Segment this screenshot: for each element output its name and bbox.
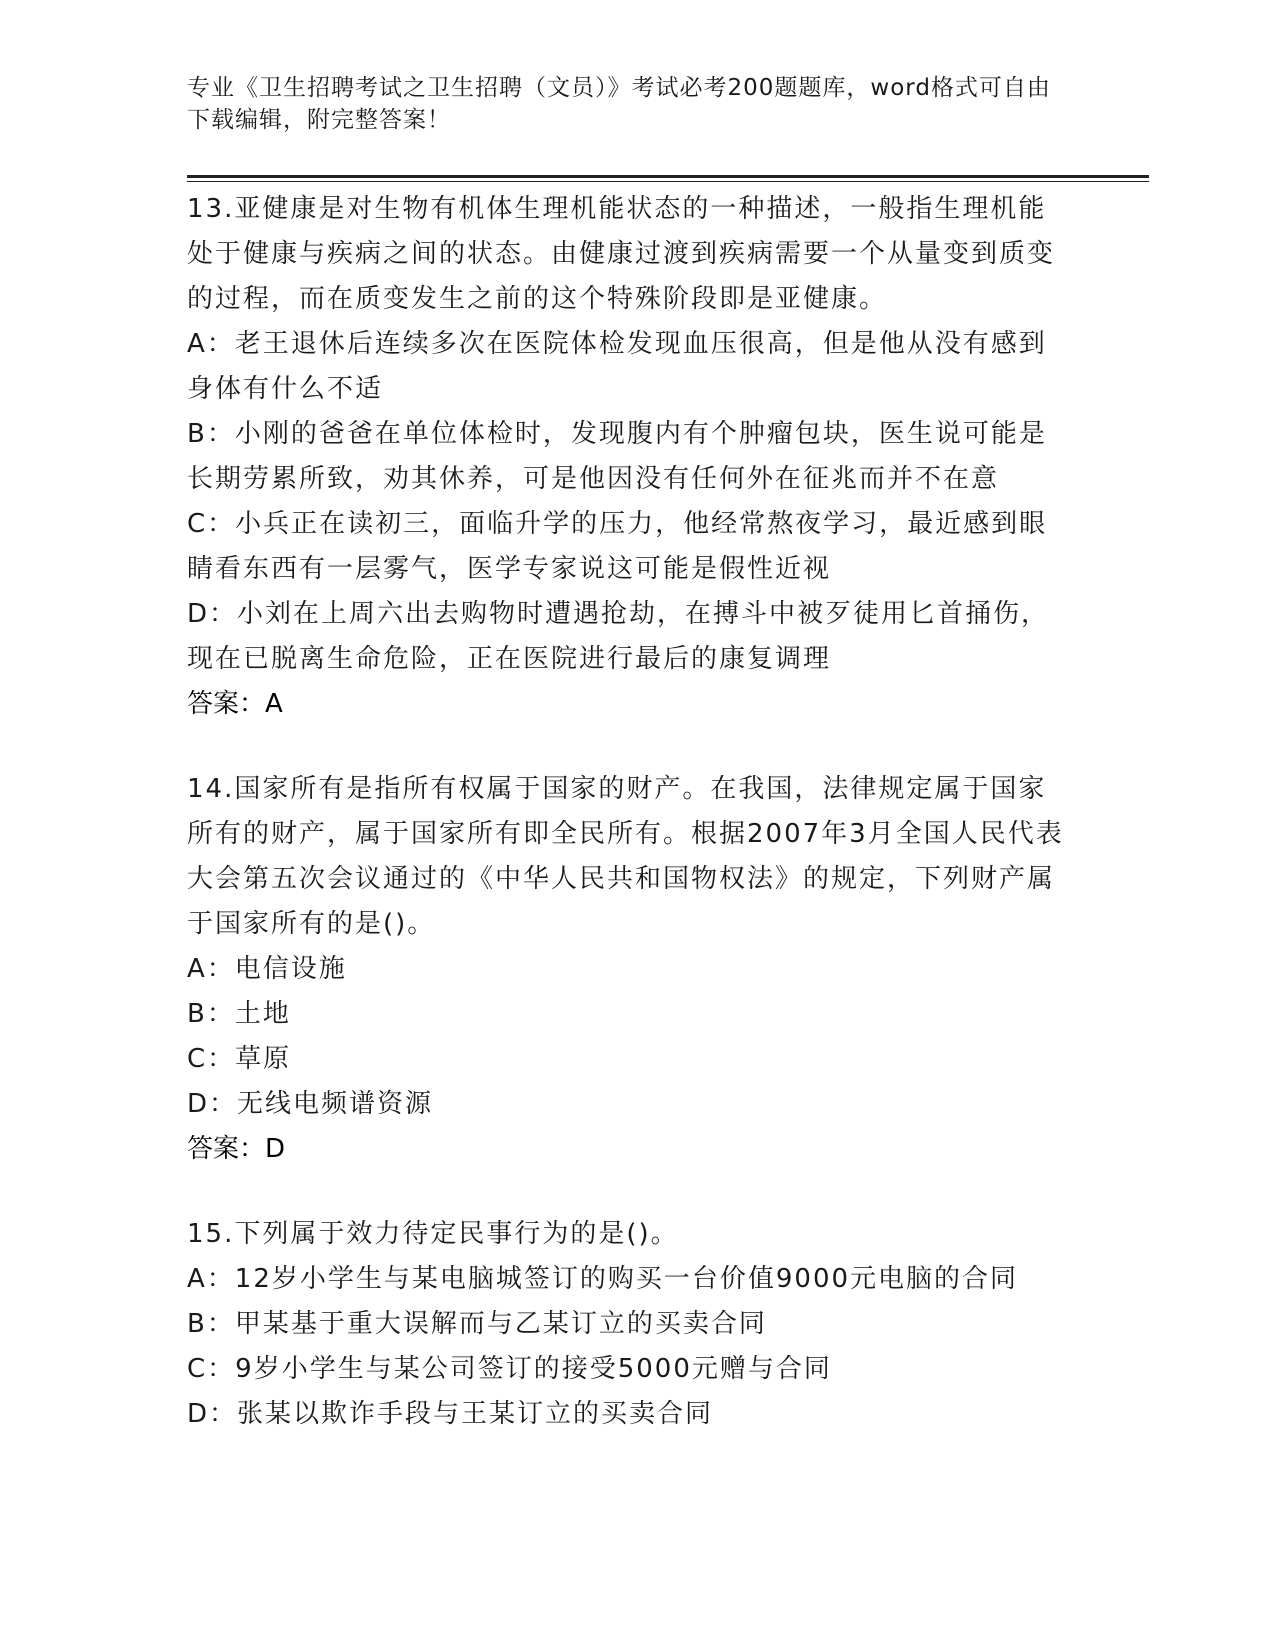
option-d: D：小刘在上周六出去购物时遭遇抢劫，在搏斗中被歹徒用匕首捅伤，现在已脱离生命危险，正在医院进行最后的康复调理 xyxy=(187,599,1050,674)
question-stem: 14.国家所有是指所有权属于国家的财产。在我国，法律规定属于国家所有的财产，属于国家所有即全民所有。根据2007年3月全国人民代表大会第五次会议通过的《中华人民共和国物权法》的规定，下列财产属于国家所有的是()。 xyxy=(187,774,1064,939)
option-b: B：甲某基于重大误解而与乙某订立的买卖合同 xyxy=(187,1309,767,1339)
option-c: C：9岁小学生与某公司签订的接受5000元赠与合同 xyxy=(187,1354,832,1384)
header-rule-thin xyxy=(187,181,1149,182)
option-a: A：12岁小学生与某电脑城签订的购买一台价值9000元电脑的合同 xyxy=(187,1264,1019,1294)
question-14 xyxy=(187,767,1067,1172)
question-15 xyxy=(187,1212,1067,1437)
option-d: D：张某以欺诈手段与王某订立的买卖合同 xyxy=(187,1399,714,1429)
header-rule-thick xyxy=(187,175,1149,178)
option-b: B：土地 xyxy=(187,999,291,1029)
document-header: 专业《卫生招聘考试之卫生招聘（文员）》考试必考200题题库，word格式可自由下载编辑，附完整答案！ xyxy=(187,75,1051,133)
option-a: A：电信设施 xyxy=(187,954,347,984)
question-stem: 15.下列属于效力待定民事行为的是()。 xyxy=(187,1219,679,1249)
answer: 答案：D xyxy=(187,1134,286,1164)
question-list xyxy=(187,187,1067,1477)
question-stem: 13.亚健康是对生物有机体生理机能状态的一种描述，一般指生理机能处于健康与疾病之间的状态。由健康过渡到疾病需要一个从量变到质变的过程，而在质变发生之前的这个特殊阶段即是亚健康。 xyxy=(187,194,1056,314)
option-c: C：草原 xyxy=(187,1044,292,1074)
option-d: D：无线电频谱资源 xyxy=(187,1089,434,1119)
answer: 答案：A xyxy=(187,689,283,719)
option-b: B：小刚的爸爸在单位体检时，发现腹内有个肿瘤包块，医生说可能是长期劳累所致，劝其休养，可是他因没有任何外在征兆而并不在意 xyxy=(187,419,1047,494)
option-a: A：老王退休后连续多次在医院体检发现血压很高，但是他从没有感到身体有什么不适 xyxy=(187,329,1047,404)
question-13 xyxy=(187,187,1067,727)
option-c: C：小兵正在读初三，面临升学的压力，他经常熬夜学习，最近感到眼睛看东西有一层雾气，医学专家说这可能是假性近视 xyxy=(187,509,1048,584)
